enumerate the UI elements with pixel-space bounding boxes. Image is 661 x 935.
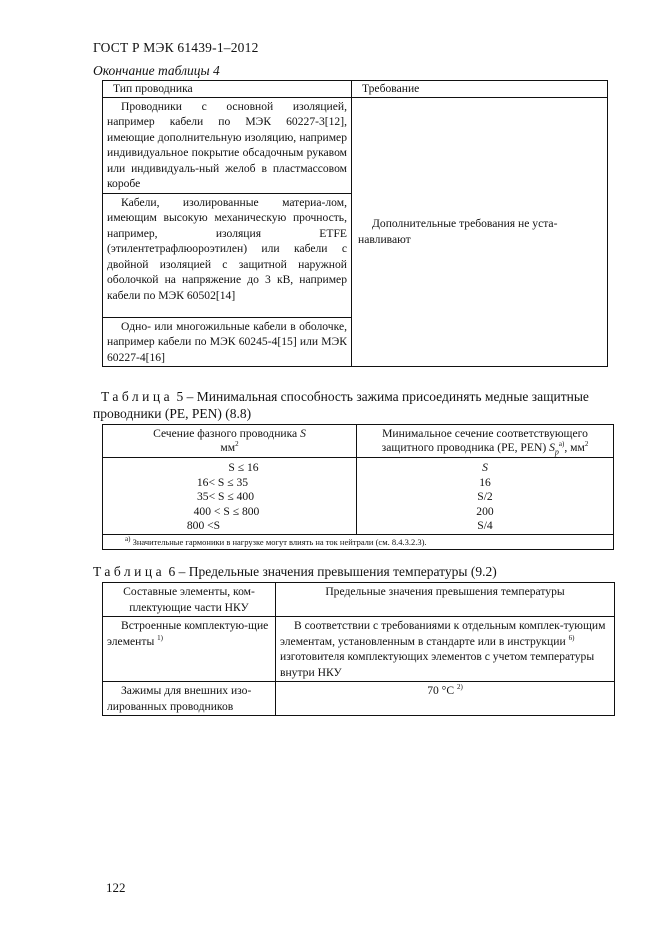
table-header-row [103,81,608,98]
table-row [103,458,614,535]
table6-row1-limit [276,617,615,682]
table5-footnote-mark: а) [125,534,131,543]
table5-pe-values [357,458,614,535]
table5-pe-value: 200 [476,504,494,518]
page-number: 122 [106,880,126,895]
table-header-row [103,425,614,458]
table6-row2-limit-text: 70 °С [427,684,455,697]
table5-footnote-text: Значительные гармоники в нагрузке могут влиять на ток нейтрали (см. 8.4.3.2.3). [132,536,427,547]
table5-pe-value: 16 [479,475,491,489]
table5-col2-line2: защитного проводника (PE, PEN) [381,441,547,454]
table6-row1-element [103,617,276,682]
table5-col2-line1: Минимальное сечение соответствующего [382,426,588,440]
table6-caption-label: Таблица [93,564,166,579]
table5-phase-value: S ≤ 16 [228,461,259,474]
table5-phase-value: 35< S ≤ 400 [196,490,255,503]
table6-row2-limit-sup: 2) [456,683,463,692]
table5-caption-number: 5 [176,389,184,404]
table4-col1-header: Тип проводника [103,81,352,98]
table5-pe-value: S/2 [477,490,493,503]
table4-continuation-caption: Окончание таблицы 4 [93,63,220,78]
table-header-row [103,583,615,617]
table4-col2-header: Требование [352,81,608,98]
table5-col2-sub: p [554,447,559,457]
table-row [103,682,615,716]
table5-footnote [103,534,614,549]
table5-col1-header: Сечение фазного проводника S $мм^2$ [103,425,357,458]
table-4 [102,80,608,367]
table6-col1-header: Составные элементы, ком-плектующие части НКУ [103,583,276,617]
table4-cell-conductor-type: Проводники с основной изоляцией, например кабели по МЭК 60227-3[12], имеющие дополнительную изоляцию, например индивидуальное покрытие обсадочным рукавом или индивидуаль-ный желоб в пластмассовом коробе [103,97,352,193]
table6-row2-limit [276,682,615,716]
table5-col1-line2: мм [220,441,236,454]
table5-col2-unit: , мм [564,441,585,454]
table6-caption-number: 6 [168,564,176,579]
table5-col2-header: Минимальное сечение соответствующего защитного проводника (PE, PEN) $S_p^{а)}$, $мм^2$ [357,425,614,458]
table5-pe-value: S/4 [477,519,493,532]
table5-caption [93,388,613,422]
table6-caption [93,564,497,580]
table-row [103,617,615,682]
table5-pe-value: S [482,461,488,474]
table5-col2-sup: а) [558,440,565,449]
table6-row1-element-sup: 1) [157,633,163,642]
table5-caption-text: – Минимальная способность зажима присоединять медные защитные проводники (PE, PEN) (8.8) [93,389,589,421]
table-5 [102,424,614,550]
table6-col2-header: Предельные значения превышения температуры [276,583,615,617]
table5-phase-value: 400 < S ≤ 800 [193,504,260,518]
table4-cell-conductor-type: Одно- или многожильные кабели в оболочке, например кабели по МЭК 60245-4[15] или МЭК 60227-4[16] [103,317,352,367]
table4-cell-requirement: Дополнительные требования не уста-навливают [352,97,608,367]
table6-row1-element-text: Встроенные комплектую-щие элементы [107,619,269,648]
document-header: ГОСТ Р МЭК 61439-1–2012 [93,40,259,55]
table6-row1-limit-sup: 6) [568,633,575,642]
table6-row1-limit-text-b: изготовителя комплектующих элементов с учетом температуры внутри НКУ [280,650,595,679]
table5-phase-values [103,458,357,535]
table6-row1-limit-text-a: В соответствии с требованиями к отдельным комплек-тующим элементам, установленным в стандарте или в инструкции [280,619,606,648]
table-6 [102,582,615,716]
table5-col1-line1: Сечение фазного проводника [153,426,298,440]
table5-col1-var: S [300,426,306,440]
table6-caption-text: – Предельные значения превышения температуры (9.2) [178,564,497,579]
table5-phase-value: 800 <S [186,519,221,532]
table-row [103,97,608,193]
table5-caption-label: Таблица [101,389,174,404]
table-footnote-row [103,534,614,549]
table5-phase-value: 16< S ≤ 35 [196,475,249,489]
table6-row2-element: Зажимы для внешних изо-лированных проводников [103,682,276,716]
table5-col2-var: S [549,441,555,454]
table4-cell-conductor-type: Кабели, изолированные материа-лом, имеющим высокую механическую прочность, например, изоляция ETFE (этилентетрафлюороэтилен) или кабели с двойной изоляцией с защитной наружной оболочкой на напряжение до 3 кВ, например кабели по МЭК 60502[14] [103,193,352,317]
